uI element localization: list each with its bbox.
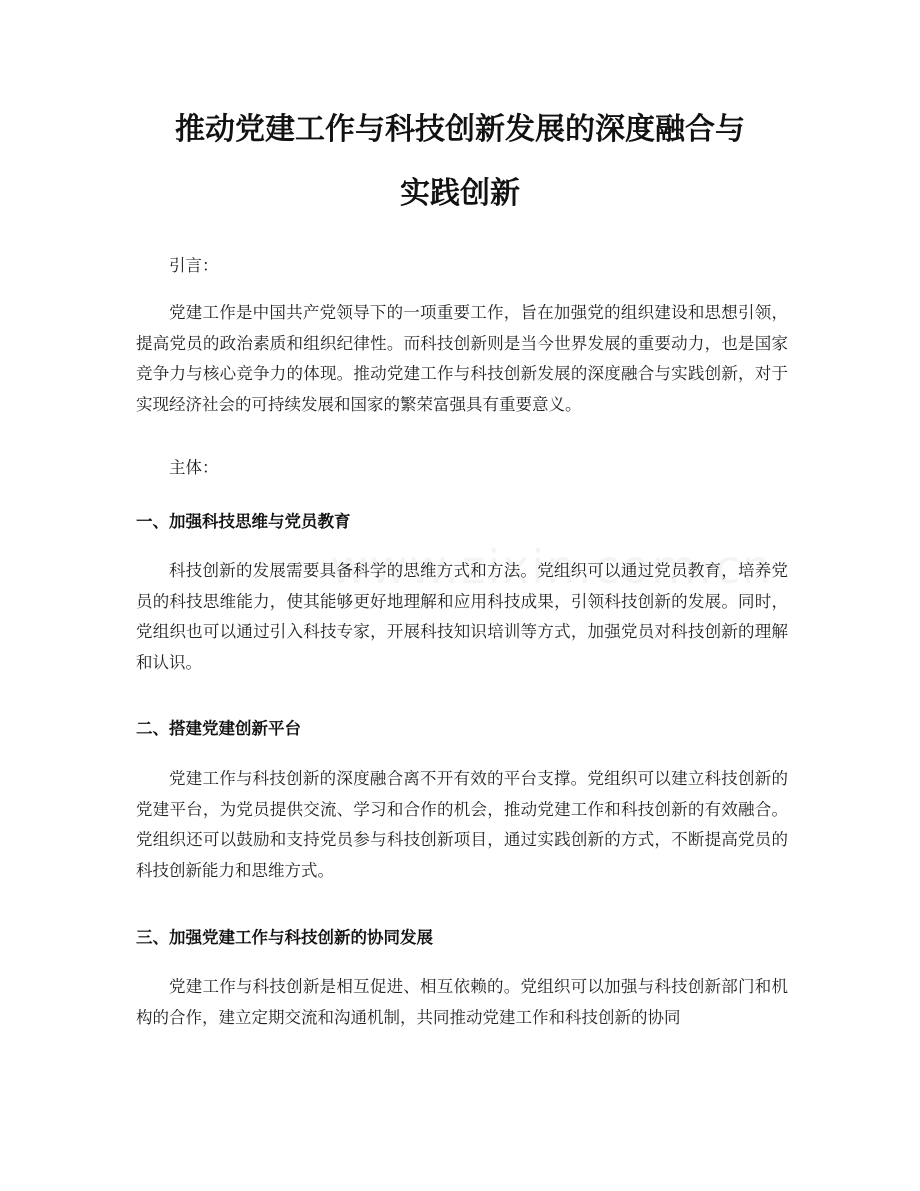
intro-paragraph: 党建工作是中国共产党领导下的一项重要工作，旨在加强党的组织建设和思想引领，提高党员的政治素质和组织纪律性。而科技创新则是当今世界发展的重要动力，也是国家竞争力与核心竞争力的体现。推动党建工作与科技创新发展的深度融合与实践创新，对于实现经济社会的可持续发展和国家的繁荣富强具有重要意义。	[136, 303, 788, 414]
section-1-paragraph: 科技创新的发展需要具备科学的思维方式和方法。党组织可以通过党员教育，培养党员的科技思维能力，使其能够更好地理解和应用科技成果，引领科技创新的发展。同时，党组织也可以通过引入科技专家，开展科技知识培训等方式，加强党员对科技创新的理解和认识。	[136, 561, 788, 672]
document-title-line-2: 实践创新	[400, 176, 520, 211]
body-label: 主体：	[169, 458, 219, 477]
intro-label: 引言：	[169, 256, 219, 275]
section-3-paragraph: 党建工作与科技创新是相互促进、相互依赖的。党组织可以加强与科技创新部门和机构的合作，建立定期交流和沟通机制，共同推动党建工作和科技创新的协同	[136, 977, 788, 1027]
section-3-heading: 三、加强党建工作与科技创新的协同发展	[136, 928, 433, 947]
document-title-line-1: 推动党建工作与科技创新发展的深度融合与	[175, 112, 745, 147]
section-2-heading: 二、搭建党建创新平台	[136, 719, 301, 738]
section-2-paragraph: 党建工作与科技创新的深度融合离不开有效的平台支撑。党组织可以建立科技创新的党建平台，为党员提供交流、学习和合作的机会，推动党建工作和科技创新的有效融合。党组织还可以鼓励和支持党员参与科技创新项目，通过实践创新的方式，不断提高党员的科技创新能力和思维方式。	[136, 769, 788, 880]
section-1-heading: 一、加强科技思维与党员教育	[136, 512, 351, 531]
